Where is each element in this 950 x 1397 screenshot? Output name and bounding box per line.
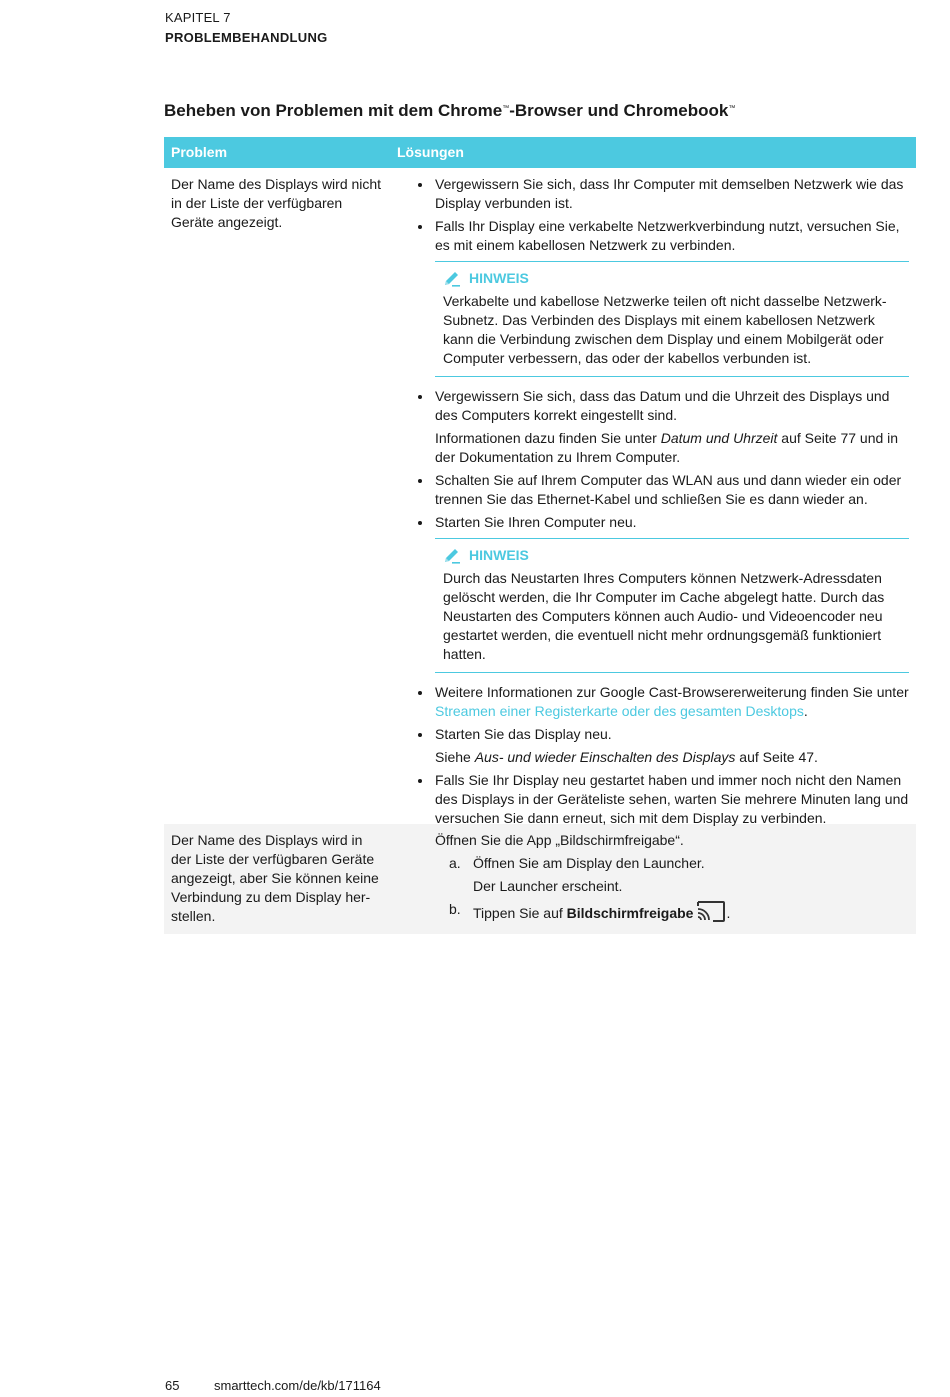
pencil-icon <box>443 271 461 287</box>
list-item: Falls Sie Ihr Display neu gestartet haben und immer noch nicht den Namen des Displays in der Geräteliste sehen, warten Sie mehrere Minuten lang und versuchen Sie dann erneut, sich mit dem Display zu verbinden. <box>390 771 909 828</box>
solutions-list <box>390 387 909 532</box>
column-header-problem: Problem <box>171 144 228 160</box>
note-text: Verkabelte und kabellose Netzwerke teilen oft nicht dasselbe Netzwerk-Subnetz. Das Verbinden des Displays mit einem kabellosen Netzwerk kann die Verbindung zwischen dem Display und einem Mobilgerät oder Computer verbessern, das oder der kabellos verbunden ist. <box>443 293 887 366</box>
chapter-label: KAPITEL 7 <box>165 10 231 25</box>
note-box <box>435 538 909 673</box>
list-item: Falls Ihr Display eine verkabelte Netzwerkverbindung nutzt, versuchen Sie, es mit einem kabellosen Netzwerk zu verbinden. <box>390 217 909 255</box>
page-number: 65 <box>165 1378 180 1393</box>
cast-icon <box>696 900 726 922</box>
list-item: b. Tippen Sie auf Bildschirmfreigabe . <box>449 901 731 921</box>
list-item: Vergewissern Sie sich, dass Ihr Computer mit demselben Netzwerk wie das Display verbunden ist. <box>390 175 909 213</box>
solutions-cell <box>390 824 916 934</box>
solutions-list <box>390 683 909 828</box>
solution-intro: Öffnen Sie die App „Bildschirmfreigabe“. <box>435 832 684 848</box>
solutions-cell <box>390 168 916 824</box>
pencil-icon <box>443 548 461 564</box>
solutions-list <box>390 175 909 255</box>
note-heading: HINWEIS <box>443 546 909 565</box>
list-item: Schalten Sie auf Ihrem Computer das WLAN aus und dann wieder ein oder trennen Sie das Ethernet-Kabel und schließen Sie es dann wieder an. <box>390 471 909 509</box>
section-label: PROBLEMBEHANDLUNG <box>165 30 328 45</box>
list-item: Weitere Informationen zur Google Cast-Browsererweiterung finden Sie unter Streamen einer Registerkarte oder des gesamten Desktops. <box>390 683 909 721</box>
troubleshooting-table <box>164 137 916 934</box>
note-box <box>435 261 909 377</box>
table-row <box>164 824 916 934</box>
problem-cell: Der Name des Displays wird nicht in der Liste der verfügbaren Geräte angezeigt. <box>171 176 382 230</box>
column-header-solutions: Lösungen <box>397 144 464 160</box>
problem-cell: Der Name des Displays wird in der Liste der verfügbaren Geräte angezeigt, aber Sie können keine Verbindung zu dem Display her-stellen. <box>171 832 379 924</box>
note-heading: HINWEIS <box>443 269 909 288</box>
note-text: Durch das Neustarten Ihres Computers können Netzwerk-Adressdaten gelöscht werden, die Ihr Computer im Cache abgelegt hatte. Durch das Neustarten des Computers können auch Audio- und Videoencoder neu gestartet werden, die eventuell nicht mehr ordnungsgemäß funktioniert hatten. <box>443 570 885 662</box>
page-title: Beheben von Problemen mit dem Chrome™-Browser und Chromebook™ <box>164 101 736 120</box>
list-item: Vergewissern Sie sich, dass das Datum und die Uhrzeit des Displays und des Computers korrekt eingestellt sind. Informationen dazu finden Sie unter Datum und Uhrzeit auf Seite 77 und in der Dokumentation zu Ihrem Computer. <box>390 387 909 467</box>
list-item: a. Öffnen Sie am Display den Launcher. Der Launcher erscheint. <box>449 855 705 894</box>
page-header <box>165 8 328 48</box>
list-item: Starten Sie das Display neu. Siehe Aus- und wieder Einschalten des Displays auf Seite 47. <box>390 725 909 767</box>
page-footer <box>165 1376 381 1395</box>
table-header <box>164 137 916 168</box>
footer-url: smarttech.com/de/kb/171164 <box>214 1378 381 1393</box>
table-row <box>164 168 916 824</box>
list-item: Starten Sie Ihren Computer neu. <box>390 513 909 532</box>
steps-list <box>390 854 909 923</box>
streaming-link[interactable]: Streamen einer Registerkarte oder des gesamten Desktops <box>435 703 804 719</box>
